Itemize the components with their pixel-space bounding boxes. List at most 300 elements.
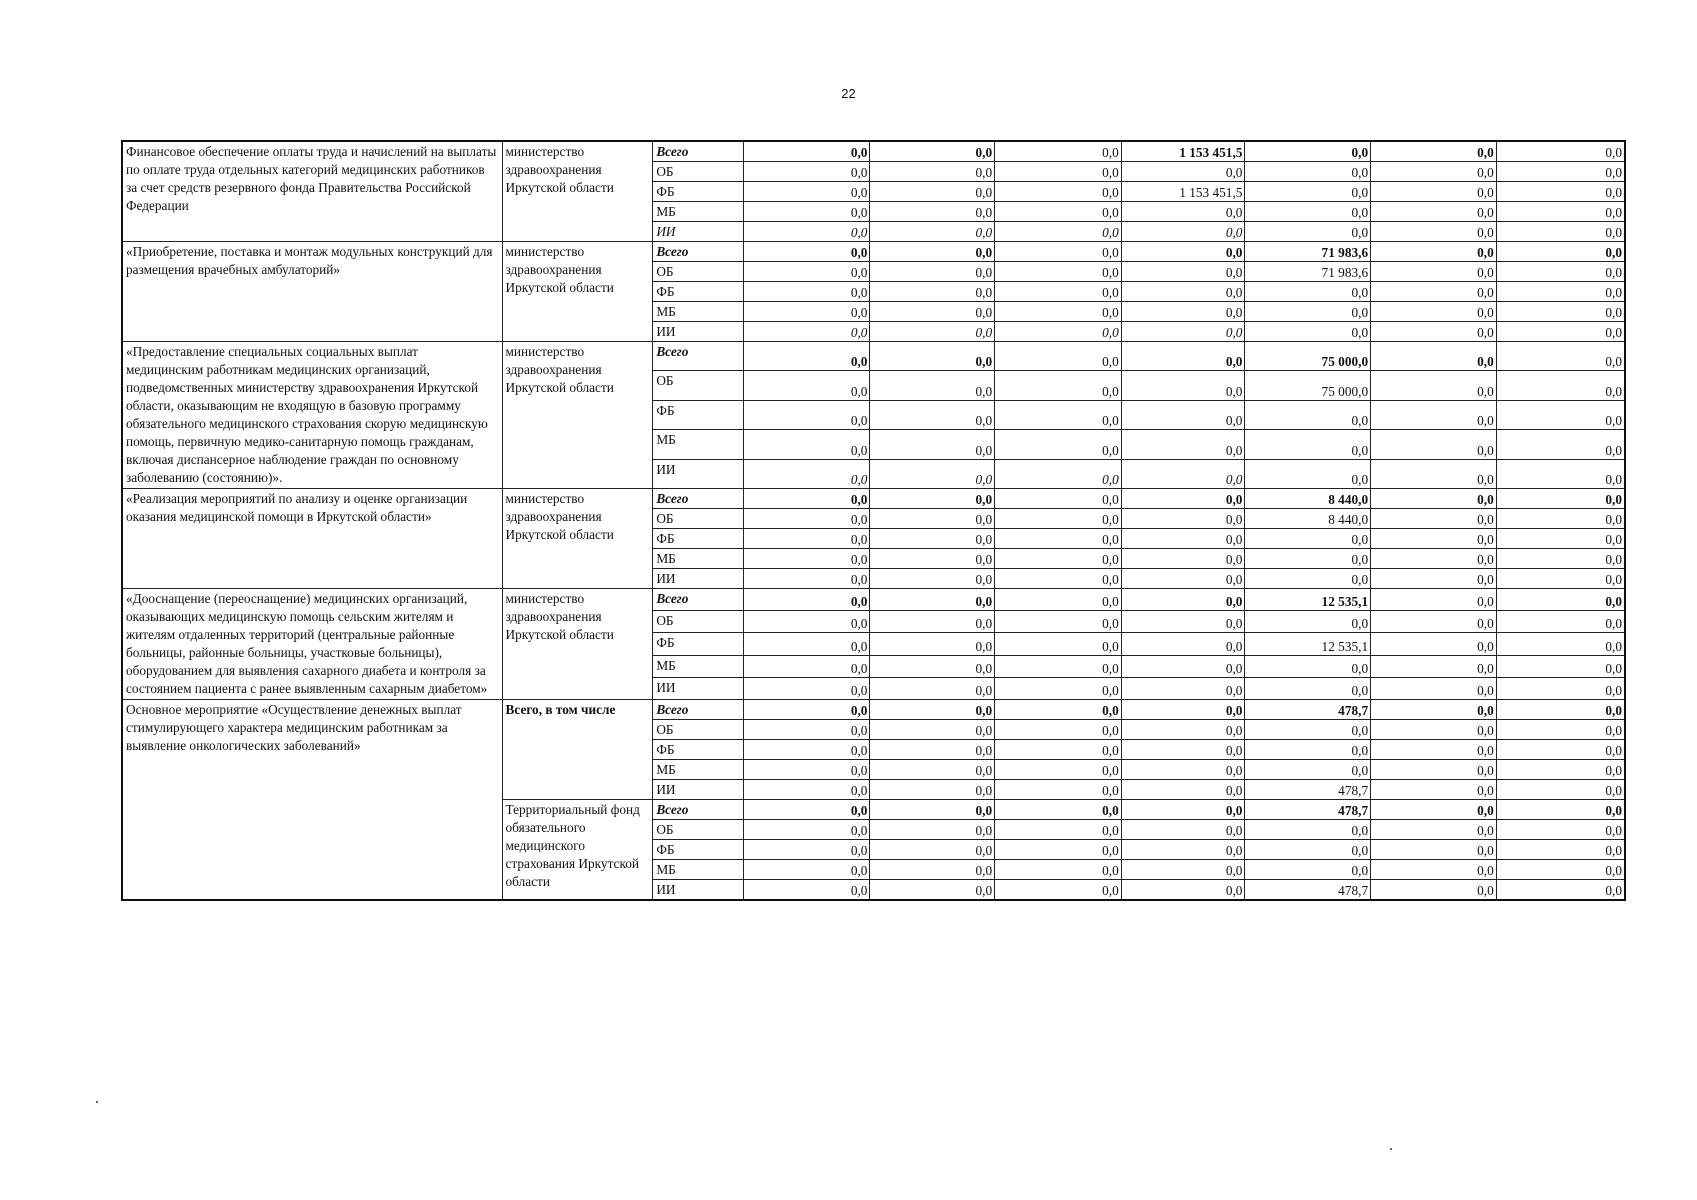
value-cell: 0,0 [870,489,995,509]
funding-source: ОБ [653,509,743,529]
value-cell: 0,0 [870,840,995,860]
value-cell: 0,0 [870,529,995,549]
value-cell: 0,0 [1496,569,1625,589]
value-cell: 0,0 [870,141,995,162]
value-cell: 0,0 [995,202,1122,222]
funding-source: МБ [653,760,743,780]
value-cell: 0,0 [995,400,1122,429]
value-cell: 0,0 [743,800,870,820]
responsible-organization: Территориальный фонд обязательного медицинского страхования Иркутской области [502,800,653,901]
value-cell: 0,0 [1121,780,1245,800]
value-cell: 0,0 [1121,840,1245,860]
value-cell: 0,0 [1496,589,1625,611]
value-cell: 0,0 [1121,655,1245,677]
value-cell: 0,0 [995,262,1122,282]
value-cell: 0,0 [743,182,870,202]
value-cell: 0,0 [743,840,870,860]
scan-speck [1390,1148,1392,1150]
value-cell: 0,0 [1121,282,1245,302]
value-cell: 0,0 [1121,589,1245,611]
value-cell: 0,0 [1121,740,1245,760]
value-cell: 0,0 [870,322,995,342]
value-cell: 0,0 [1371,302,1497,322]
value-cell: 0,0 [743,509,870,529]
funding-source: Всего [653,489,743,509]
value-cell: 0,0 [1371,529,1497,549]
value-cell: 0,0 [1121,720,1245,740]
funding-source: МБ [653,302,743,322]
value-cell: 0,0 [1121,459,1245,488]
value-cell: 0,0 [1245,322,1371,342]
value-cell: 0,0 [1371,262,1497,282]
value-cell: 0,0 [743,302,870,322]
value-cell: 0,0 [1371,677,1497,699]
value-cell: 0,0 [1496,400,1625,429]
value-cell: 0,0 [1496,740,1625,760]
value-cell: 0,0 [1121,202,1245,222]
value-cell: 0,0 [995,222,1122,242]
value-cell: 0,0 [1245,549,1371,569]
activity-description: «Реализация мероприятий по анализу и оценке организации оказания медицинской помощи в Иркутской области» [122,489,502,589]
funding-source: ФБ [653,400,743,429]
value-cell: 0,0 [1121,800,1245,820]
value-cell: 0,0 [1371,222,1497,242]
value-cell: 0,0 [1496,222,1625,242]
value-cell: 0,0 [995,780,1122,800]
value-cell: 0,0 [1245,202,1371,222]
value-cell: 0,0 [1245,740,1371,760]
value-cell: 0,0 [1371,760,1497,780]
value-cell: 0,0 [870,760,995,780]
value-cell: 12 535,1 [1245,633,1371,655]
value-cell: 8 440,0 [1245,489,1371,509]
value-cell: 0,0 [995,569,1122,589]
funding-source: МБ [653,549,743,569]
funding-source: МБ [653,860,743,880]
funding-source: ОБ [653,262,743,282]
value-cell: 0,0 [995,371,1122,400]
value-cell: 0,0 [995,342,1122,371]
funding-source: ФБ [653,633,743,655]
value-cell: 0,0 [1121,700,1245,720]
value-cell: 0,0 [1496,700,1625,720]
value-cell: 0,0 [870,430,995,459]
value-cell: 0,0 [1496,141,1625,162]
value-cell: 0,0 [870,800,995,820]
value-cell: 0,0 [1496,302,1625,322]
value-cell: 0,0 [743,141,870,162]
value-cell: 0,0 [995,430,1122,459]
value-cell: 0,0 [1496,489,1625,509]
value-cell: 0,0 [1496,371,1625,400]
value-cell: 0,0 [995,677,1122,699]
value-cell: 0,0 [1496,633,1625,655]
value-cell: 0,0 [870,655,995,677]
value-cell: 0,0 [1371,880,1497,901]
funding-source: Всего [653,242,743,262]
value-cell: 0,0 [1496,760,1625,780]
value-cell: 0,0 [995,740,1122,760]
value-cell: 0,0 [1496,282,1625,302]
value-cell: 0,0 [743,222,870,242]
value-cell: 0,0 [1245,430,1371,459]
value-cell: 0,0 [1371,700,1497,720]
value-cell: 0,0 [870,302,995,322]
responsible-organization: министерство здравоохранения Иркутской области [502,342,653,489]
value-cell: 0,0 [870,860,995,880]
responsible-organization: министерство здравоохранения Иркутской области [502,141,653,242]
value-cell: 0,0 [870,222,995,242]
value-cell: 0,0 [1371,342,1497,371]
value-cell: 0,0 [743,371,870,400]
value-cell: 75 000,0 [1245,371,1371,400]
value-cell: 0,0 [1371,371,1497,400]
value-cell: 0,0 [1496,655,1625,677]
value-cell: 0,0 [995,700,1122,720]
value-cell: 0,0 [1496,860,1625,880]
value-cell: 0,0 [1121,509,1245,529]
value-cell: 0,0 [870,677,995,699]
value-cell: 0,0 [743,589,870,611]
responsible-organization: министерство здравоохранения Иркутской области [502,242,653,342]
value-cell: 0,0 [870,162,995,182]
value-cell: 0,0 [995,840,1122,860]
funding-source: МБ [653,202,743,222]
value-cell: 0,0 [870,611,995,633]
funding-source: Всего [653,589,743,611]
funding-source: ИИ [653,459,743,488]
value-cell: 0,0 [1496,242,1625,262]
value-cell: 0,0 [1371,489,1497,509]
value-cell: 0,0 [1496,800,1625,820]
value-cell: 0,0 [995,800,1122,820]
value-cell: 0,0 [1245,860,1371,880]
funding-source: ОБ [653,162,743,182]
value-cell: 0,0 [1371,322,1497,342]
funding-source: МБ [653,430,743,459]
value-cell: 0,0 [1121,549,1245,569]
value-cell: 0,0 [1496,182,1625,202]
value-cell: 0,0 [995,760,1122,780]
table-row [122,489,1625,509]
value-cell: 0,0 [1121,262,1245,282]
scan-speck [96,1101,98,1103]
value-cell: 0,0 [870,282,995,302]
value-cell: 0,0 [1121,677,1245,699]
funding-source: ОБ [653,611,743,633]
value-cell: 0,0 [870,371,995,400]
value-cell: 0,0 [1245,820,1371,840]
value-cell: 0,0 [1121,820,1245,840]
value-cell: 0,0 [870,262,995,282]
value-cell: 0,0 [1496,840,1625,860]
funding-source: ФБ [653,840,743,860]
value-cell: 0,0 [743,282,870,302]
value-cell: 0,0 [1496,202,1625,222]
value-cell: 0,0 [1121,371,1245,400]
value-cell: 0,0 [1121,222,1245,242]
value-cell: 0,0 [1121,529,1245,549]
value-cell: 0,0 [743,880,870,901]
value-cell: 0,0 [1371,509,1497,529]
value-cell: 0,0 [1496,322,1625,342]
value-cell: 478,7 [1245,880,1371,901]
value-cell: 0,0 [995,529,1122,549]
value-cell: 0,0 [1496,509,1625,529]
value-cell: 0,0 [995,549,1122,569]
funding-source: ИИ [653,880,743,901]
value-cell: 0,0 [870,549,995,569]
value-cell: 75 000,0 [1245,342,1371,371]
value-cell: 0,0 [995,860,1122,880]
value-cell: 0,0 [1371,569,1497,589]
value-cell: 0,0 [1121,430,1245,459]
value-cell: 0,0 [743,489,870,509]
value-cell: 0,0 [870,400,995,429]
value-cell: 0,0 [1245,400,1371,429]
value-cell: 0,0 [1245,529,1371,549]
value-cell: 0,0 [1496,780,1625,800]
value-cell: 0,0 [1245,677,1371,699]
value-cell: 0,0 [1121,860,1245,880]
activity-description: «Приобретение, поставка и монтаж модульных конструкций для размещения врачебных амбулаторий» [122,242,502,342]
activity-description: «Предоставление специальных социальных выплат медицинским работникам медицинских организаций, подведомственных министерству здравоохранения Иркутской области, оказывающим не входящую в базовую программу обязательного медицинского страхования скорую медицинскую помощь, первичную медико-санитарную помощь гражданам, включая диспансерное наблюдение граждан по основному заболеванию (состоянию)». [122,342,502,489]
value-cell: 0,0 [995,162,1122,182]
value-cell: 0,0 [743,655,870,677]
value-cell: 0,0 [1371,589,1497,611]
value-cell: 0,0 [995,589,1122,611]
funding-source: ОБ [653,720,743,740]
value-cell: 0,0 [743,611,870,633]
value-cell: 0,0 [743,569,870,589]
value-cell: 0,0 [995,182,1122,202]
value-cell: 0,0 [743,202,870,222]
value-cell: 0,0 [1245,840,1371,860]
value-cell: 0,0 [1121,489,1245,509]
value-cell: 0,0 [1496,162,1625,182]
value-cell: 0,0 [1245,162,1371,182]
value-cell: 0,0 [1371,840,1497,860]
value-cell: 0,0 [870,202,995,222]
value-cell: 0,0 [1496,820,1625,840]
value-cell: 1 153 451,5 [1121,182,1245,202]
table-row [122,242,1625,262]
value-cell: 0,0 [1496,549,1625,569]
funding-source: ОБ [653,820,743,840]
responsible-organization: министерство здравоохранения Иркутской области [502,489,653,589]
value-cell: 71 983,6 [1245,262,1371,282]
funding-source: ОБ [653,371,743,400]
value-cell: 0,0 [1371,860,1497,880]
value-cell: 0,0 [1245,182,1371,202]
value-cell: 0,0 [870,182,995,202]
value-cell: 0,0 [1371,800,1497,820]
value-cell: 0,0 [743,400,870,429]
value-cell: 0,0 [995,302,1122,322]
value-cell: 0,0 [743,740,870,760]
value-cell: 0,0 [870,880,995,901]
value-cell: 0,0 [1121,880,1245,901]
value-cell: 0,0 [1245,302,1371,322]
value-cell: 0,0 [1371,182,1497,202]
responsible-organization: министерство здравоохранения Иркутской области [502,589,653,700]
value-cell: 0,0 [1245,655,1371,677]
value-cell: 0,0 [1121,760,1245,780]
value-cell: 0,0 [1245,760,1371,780]
value-cell: 0,0 [1496,529,1625,549]
value-cell: 0,0 [870,780,995,800]
table-row [122,700,1625,720]
value-cell: 0,0 [1245,282,1371,302]
responsible-organization: Всего, в том числе [502,700,653,800]
value-cell: 0,0 [743,820,870,840]
funding-source: Всего [653,800,743,820]
value-cell: 0,0 [1121,302,1245,322]
value-cell: 0,0 [1371,162,1497,182]
value-cell: 0,0 [743,242,870,262]
value-cell: 0,0 [995,509,1122,529]
value-cell: 0,0 [1371,459,1497,488]
value-cell: 0,0 [995,489,1122,509]
activity-description: Финансовое обеспечение оплаты труда и начислений на выплаты по оплате труда отдельных категорий медицинских работников за счет средств резервного фонда Правительства Российской Федерации [122,141,502,242]
value-cell: 0,0 [1371,611,1497,633]
value-cell: 0,0 [870,569,995,589]
value-cell: 0,0 [743,633,870,655]
table-row [122,342,1625,371]
funding-source: ФБ [653,529,743,549]
value-cell: 0,0 [870,820,995,840]
value-cell: 0,0 [870,459,995,488]
value-cell: 0,0 [743,760,870,780]
value-cell: 0,0 [1371,141,1497,162]
value-cell: 12 535,1 [1245,589,1371,611]
value-cell: 0,0 [743,262,870,282]
value-cell: 0,0 [1371,430,1497,459]
value-cell: 0,0 [1496,677,1625,699]
funding-source: ИИ [653,780,743,800]
value-cell: 0,0 [1371,282,1497,302]
value-cell: 478,7 [1245,700,1371,720]
funding-source: ИИ [653,677,743,699]
value-cell: 0,0 [1121,342,1245,371]
funding-source: ФБ [653,182,743,202]
value-cell: 0,0 [743,677,870,699]
value-cell: 0,0 [870,589,995,611]
value-cell: 0,0 [1371,633,1497,655]
value-cell: 0,0 [1496,880,1625,901]
activity-description: «Дооснащение (переоснащение) медицинских организаций, оказывающих медицинскую помощь сельским жителям и жителям отдаленных территорий (центральные районные больницы, районные больницы, участковые больницы), оборудованием для выявления сахарного диабета и контроля за состоянием пациента с ранее выявленным сахарным диабетом» [122,589,502,700]
value-cell: 0,0 [1121,633,1245,655]
funding-source: Всего [653,342,743,371]
funding-source: ФБ [653,282,743,302]
value-cell: 0,0 [1245,222,1371,242]
funding-source: ФБ [653,740,743,760]
value-cell: 0,0 [1496,342,1625,371]
value-cell: 0,0 [995,282,1122,302]
value-cell: 0,0 [743,430,870,459]
value-cell: 0,0 [743,342,870,371]
value-cell: 1 153 451,5 [1121,141,1245,162]
value-cell: 0,0 [870,342,995,371]
value-cell: 8 440,0 [1245,509,1371,529]
activity-description: Основное мероприятие «Осуществление денежных выплат стимулирующего характера медицинским работникам за выявление онкологических заболеваний» [122,700,502,901]
value-cell: 0,0 [870,509,995,529]
value-cell: 0,0 [995,820,1122,840]
value-cell: 0,0 [1245,720,1371,740]
funding-source: Всего [653,141,743,162]
value-cell: 0,0 [1371,780,1497,800]
value-cell: 0,0 [1496,459,1625,488]
value-cell: 0,0 [1371,242,1497,262]
value-cell: 0,0 [1245,611,1371,633]
funding-source: ИИ [653,569,743,589]
value-cell: 0,0 [1371,655,1497,677]
value-cell: 0,0 [995,880,1122,901]
budget-table [121,140,1626,901]
value-cell: 0,0 [870,242,995,262]
value-cell: 0,0 [1371,400,1497,429]
value-cell: 0,0 [1371,549,1497,569]
value-cell: 0,0 [995,242,1122,262]
value-cell: 0,0 [870,740,995,760]
table-row [122,141,1625,162]
value-cell: 0,0 [995,720,1122,740]
value-cell: 0,0 [1371,740,1497,760]
value-cell: 0,0 [1496,720,1625,740]
value-cell: 71 983,6 [1245,242,1371,262]
value-cell: 0,0 [743,162,870,182]
value-cell: 0,0 [743,459,870,488]
value-cell: 0,0 [743,529,870,549]
value-cell: 0,0 [995,655,1122,677]
value-cell: 0,0 [995,322,1122,342]
value-cell: 0,0 [1121,611,1245,633]
value-cell: 0,0 [743,780,870,800]
value-cell: 0,0 [870,720,995,740]
value-cell: 478,7 [1245,780,1371,800]
value-cell: 0,0 [870,700,995,720]
value-cell: 0,0 [1245,459,1371,488]
value-cell: 0,0 [1496,262,1625,282]
value-cell: 0,0 [1121,322,1245,342]
table-row [122,589,1625,611]
value-cell: 0,0 [743,322,870,342]
value-cell: 0,0 [1371,202,1497,222]
value-cell: 0,0 [995,141,1122,162]
value-cell: 0,0 [870,633,995,655]
value-cell: 0,0 [1496,611,1625,633]
value-cell: 0,0 [1121,569,1245,589]
value-cell: 0,0 [743,700,870,720]
value-cell: 0,0 [743,549,870,569]
value-cell: 0,0 [743,720,870,740]
value-cell: 0,0 [1245,141,1371,162]
value-cell: 0,0 [995,611,1122,633]
funding-source: МБ [653,655,743,677]
value-cell: 0,0 [995,633,1122,655]
funding-source: ИИ [653,222,743,242]
page-number: 22 [841,86,856,101]
value-cell: 0,0 [743,860,870,880]
value-cell: 0,0 [1496,430,1625,459]
value-cell: 0,0 [1121,400,1245,429]
value-cell: 0,0 [995,459,1122,488]
value-cell: 0,0 [1371,720,1497,740]
value-cell: 0,0 [1121,162,1245,182]
value-cell: 478,7 [1245,800,1371,820]
value-cell: 0,0 [1371,820,1497,840]
funding-source: Всего [653,700,743,720]
